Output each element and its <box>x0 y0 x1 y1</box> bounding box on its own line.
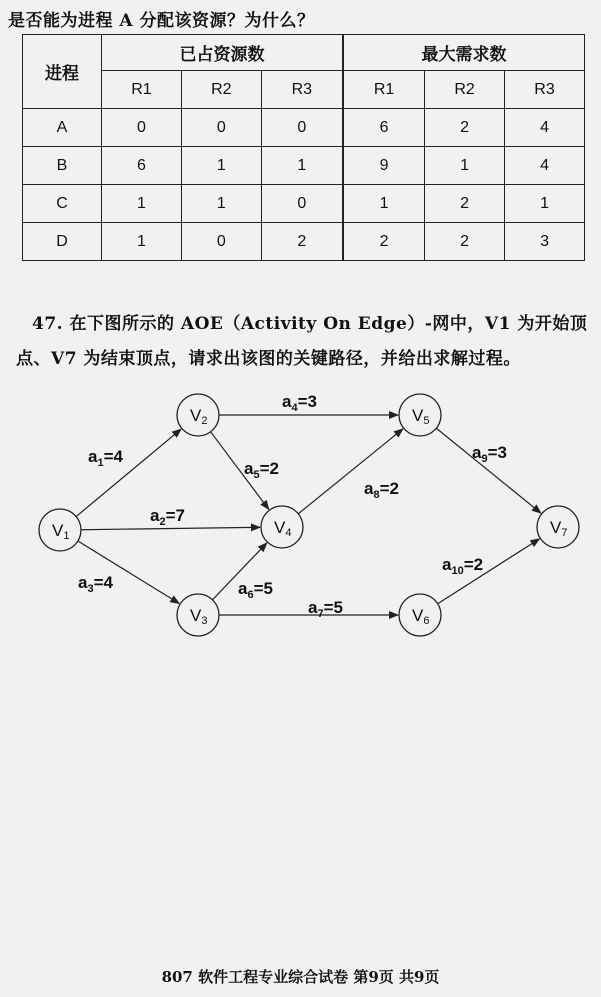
alloc-cell: 1 <box>181 147 261 185</box>
header-max: 最大需求数 <box>343 35 585 71</box>
res-header: R1 <box>102 71 182 109</box>
header-allocated: 已占资源数 <box>102 35 343 71</box>
alloc-cell: 0 <box>181 223 261 261</box>
edge-weight-label: $a_7=5$ <box>308 598 343 620</box>
alloc-cell: 2 <box>261 223 343 261</box>
max-cell: 1 <box>343 185 425 223</box>
max-cell: 2 <box>425 185 505 223</box>
max-cell: 2 <box>343 223 425 261</box>
edge-arrow <box>298 429 403 514</box>
max-cell: 1 <box>425 147 505 185</box>
alloc-cell: 0 <box>181 109 261 147</box>
max-cell: 2 <box>425 223 505 261</box>
edge-weight-label: $a_4=3$ <box>282 392 317 414</box>
process-cell: D <box>23 223 102 261</box>
aoe-network-diagram <box>0 380 601 660</box>
edge-weight-label: $a_1=4$ <box>88 447 123 469</box>
res-header: R3 <box>505 71 585 109</box>
alloc-cell: 0 <box>261 185 343 223</box>
vertex-v5 <box>399 394 441 436</box>
vertex-label: V6 <box>412 606 430 627</box>
max-cell: 4 <box>505 147 585 185</box>
page-footer: 807 软件工程专业综合试卷 第9页 共9页 <box>161 968 440 986</box>
alloc-cell: 1 <box>261 147 343 185</box>
question-47-line2: 点、V7 为结束顶点，请求出该图的关键路径，并给出求解过程。 <box>16 349 521 369</box>
edge-weight-label: $a_3=4$ <box>78 573 113 595</box>
process-cell: A <box>23 109 102 147</box>
vertex-label: V7 <box>550 518 568 539</box>
max-cell: 4 <box>505 109 585 147</box>
edge-weight-label: $a_8=2$ <box>364 479 399 501</box>
alloc-cell: 1 <box>102 185 182 223</box>
vertex-label: V1 <box>52 521 70 542</box>
alloc-cell: 0 <box>102 109 182 147</box>
alloc-cell: 6 <box>102 147 182 185</box>
process-cell: C <box>23 185 102 223</box>
edge-weight-label: $a_9=3$ <box>472 443 507 465</box>
table-row <box>23 147 585 185</box>
max-cell: 6 <box>343 109 425 147</box>
alloc-cell: 1 <box>102 223 182 261</box>
vertex-label: V4 <box>274 518 292 539</box>
header-process: 进程 <box>23 35 102 109</box>
vertex-label: V3 <box>190 606 208 627</box>
vertex-label: V5 <box>412 406 430 427</box>
vertex-v1 <box>39 509 81 551</box>
vertex-v2 <box>177 394 219 436</box>
vertex-v6 <box>399 594 441 636</box>
alloc-cell: 0 <box>261 109 343 147</box>
edge-arrow <box>436 428 541 513</box>
vertex-v4 <box>261 506 303 548</box>
resource-table <box>22 34 585 261</box>
res-header: R2 <box>181 71 261 109</box>
max-cell: 1 <box>505 185 585 223</box>
res-header: R1 <box>343 71 425 109</box>
question-prompt: 是否能为进程 A 分配该资源？为什么？ <box>8 11 315 31</box>
res-header: R2 <box>425 71 505 109</box>
vertex-label: V2 <box>190 406 208 427</box>
edge-weight-label: $a_2=7$ <box>150 506 185 528</box>
alloc-cell: 1 <box>181 185 261 223</box>
max-cell: 2 <box>425 109 505 147</box>
table-row <box>23 223 585 261</box>
edge-weight-label: $a_{10}=2$ <box>442 555 484 577</box>
res-header: R3 <box>261 71 343 109</box>
max-cell: 9 <box>343 147 425 185</box>
edge-arrow <box>76 429 181 516</box>
vertex-v3 <box>177 594 219 636</box>
max-cell: 3 <box>505 223 585 261</box>
edge-weight-label: $a_5=2$ <box>244 459 279 481</box>
edge-arrow <box>81 527 260 529</box>
table-row <box>23 109 585 147</box>
process-cell: B <box>23 147 102 185</box>
vertex-v7 <box>537 506 579 548</box>
table-row <box>23 185 585 223</box>
question-47-line1: 47. 在下图所示的 AOE（Activity On Edge）-网中，V1 为开始顶 <box>32 314 588 334</box>
edge-weight-label: $a_6=5$ <box>238 579 273 601</box>
